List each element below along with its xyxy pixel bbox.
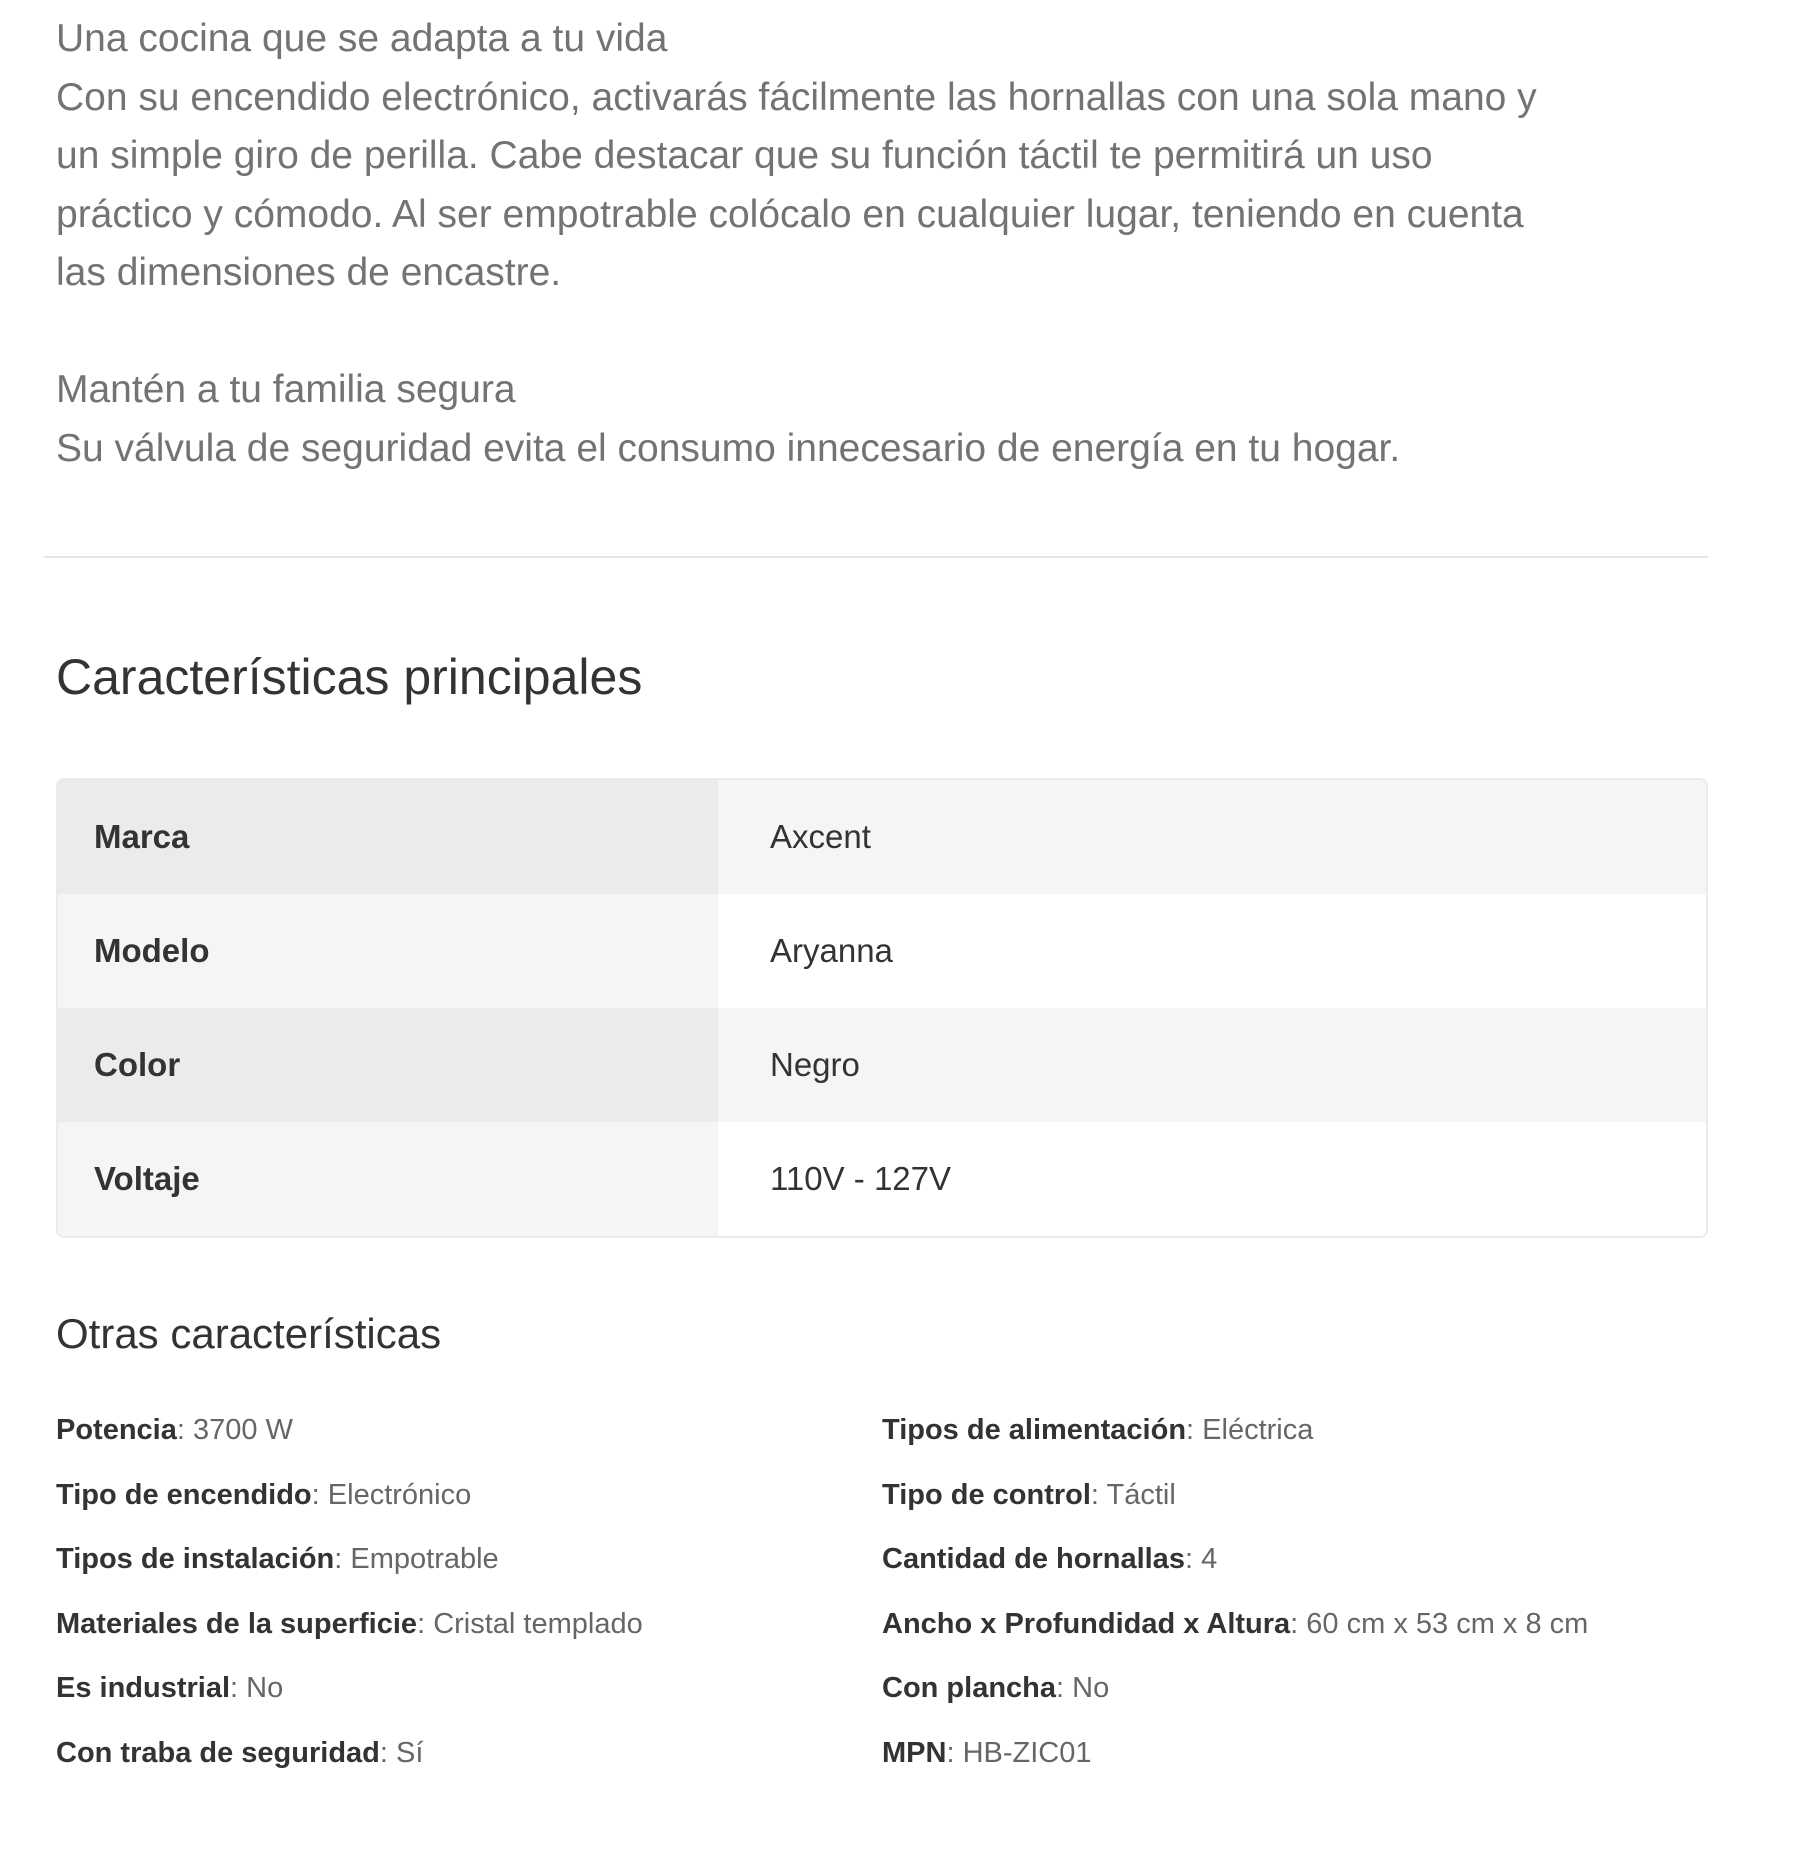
other-features-title: Otras características	[56, 1310, 442, 1357]
feature-key: MPN	[882, 1736, 947, 1769]
feature-key: Cantidad de hornallas	[882, 1543, 1185, 1576]
list-item	[56, 1664, 876, 1729]
feature-value: 3700 W	[193, 1414, 293, 1446]
spec-value: Negro	[718, 1008, 1706, 1122]
list-item	[882, 1406, 1702, 1471]
feature-value: No	[1072, 1672, 1110, 1705]
main-features-table	[56, 778, 1708, 1238]
description-line: las dimensiones de encastre.	[56, 251, 562, 294]
feature-value: Electrónico	[327, 1478, 472, 1511]
list-item	[56, 1729, 876, 1794]
list-item	[882, 1471, 1702, 1536]
feature-value: 4	[1201, 1543, 1218, 1576]
spec-key: Modelo	[58, 894, 718, 1008]
main-features-title: Características principales	[56, 649, 643, 705]
spec-value: 110V - 127V	[718, 1122, 1706, 1236]
feature-separator: :	[1186, 1414, 1203, 1446]
list-item	[56, 1471, 876, 1536]
table-row	[58, 894, 1706, 1008]
description-line: un simple giro de perilla. Cabe destacar que su función táctil te permitirá un uso	[56, 134, 1433, 177]
feature-separator: :	[379, 1736, 397, 1769]
feature-value: Sí	[396, 1736, 424, 1769]
section-divider	[44, 556, 1708, 558]
feature-key: Es industrial	[56, 1672, 231, 1705]
feature-separator: :	[1090, 1478, 1107, 1511]
feature-separator: :	[230, 1672, 247, 1705]
feature-key: Tipos de alimentación	[882, 1414, 1187, 1446]
list-item	[882, 1600, 1702, 1665]
feature-value: Cristal templado	[433, 1607, 643, 1640]
feature-value: Táctil	[1106, 1478, 1176, 1511]
feature-key: Tipo de encendido	[56, 1478, 312, 1511]
spec-key: Voltaje	[58, 1122, 718, 1236]
list-item	[882, 1664, 1702, 1729]
feature-separator: :	[311, 1478, 328, 1511]
feature-value: HB-ZIC01	[962, 1736, 1092, 1769]
feature-separator: :	[176, 1414, 193, 1446]
paragraph-spacer	[56, 303, 1696, 362]
feature-value: Eléctrica	[1202, 1414, 1314, 1446]
feature-value: Empotrable	[350, 1543, 499, 1576]
spec-value: Axcent	[718, 780, 1706, 894]
feature-key: Tipos de instalación	[56, 1543, 335, 1576]
description-heading: Una cocina que se adapta a tu vida	[56, 17, 668, 60]
list-item	[882, 1729, 1702, 1794]
feature-key: Con plancha	[882, 1672, 1057, 1705]
feature-separator: :	[417, 1607, 434, 1640]
description-line: Con su encendido electrónico, activarás fácilmente las hornallas con una sola mano y	[56, 75, 1537, 119]
description-line: Su válvula de seguridad evita el consumo innecesario de energía en tu hogar.	[56, 426, 1401, 470]
feature-separator: :	[1290, 1607, 1307, 1640]
feature-key: Materiales de la superficie	[56, 1607, 418, 1640]
feature-separator: :	[946, 1736, 963, 1769]
spec-key: Marca	[58, 780, 718, 894]
table-row	[58, 1122, 1706, 1236]
table-row	[58, 780, 1706, 894]
feature-value: No	[246, 1672, 284, 1705]
feature-key: Potencia	[56, 1414, 177, 1446]
feature-key: Ancho x Profundidad x Altura	[882, 1607, 1291, 1640]
spec-value: Aryanna	[718, 894, 1706, 1008]
feature-separator: :	[1056, 1672, 1073, 1705]
list-item	[56, 1535, 876, 1600]
product-description	[56, 10, 1696, 478]
feature-separator: :	[1184, 1543, 1202, 1576]
other-features-right-column	[882, 1406, 1702, 1794]
feature-value: 60 cm x 53 cm x 8 cm	[1306, 1607, 1589, 1640]
list-item	[882, 1535, 1702, 1600]
table-row	[58, 1008, 1706, 1122]
list-item	[56, 1600, 876, 1665]
list-item	[56, 1406, 876, 1471]
description-heading: Mantén a tu familia segura	[56, 368, 516, 411]
feature-separator: :	[334, 1543, 351, 1576]
spec-key: Color	[58, 1008, 718, 1122]
other-features-left-column	[56, 1406, 876, 1794]
feature-key: Tipo de control	[882, 1478, 1091, 1511]
description-line: práctico y cómodo. Al ser empotrable colócalo en cualquier lugar, teniendo en cuenta	[56, 192, 1524, 236]
feature-key: Con traba de seguridad	[56, 1736, 380, 1769]
